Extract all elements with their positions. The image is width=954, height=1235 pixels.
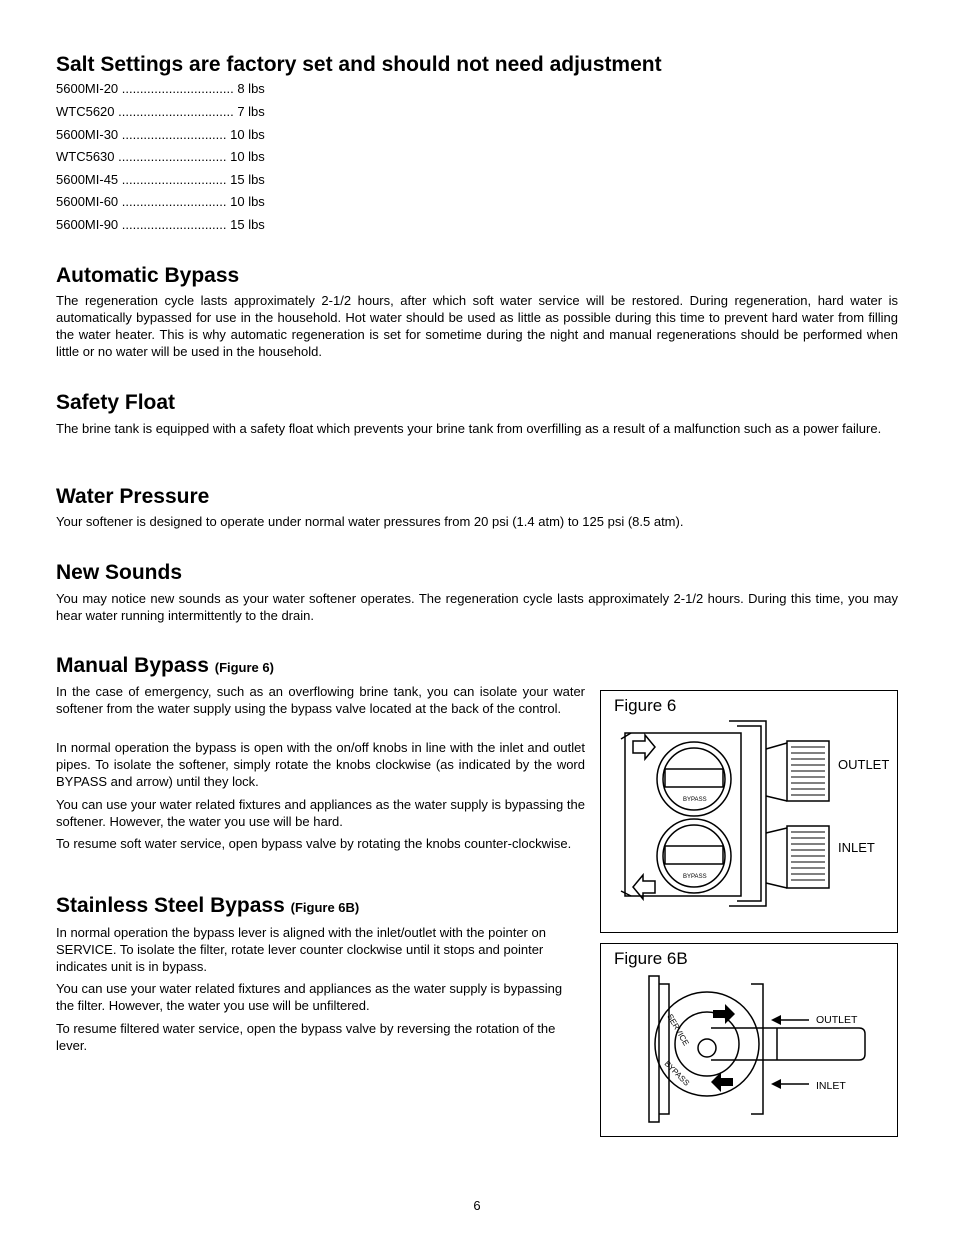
knob-bypass-text: BYPASS (683, 797, 707, 803)
water-pressure-heading: Water Pressure (56, 485, 210, 508)
automatic-bypass-heading: Automatic Bypass (56, 264, 240, 287)
figure-ref: (Figure 6) (214, 660, 274, 675)
stainless-bypass-para-2: You can use your water related fixtures and appliances as the water supply is bypassing the filter. However, the water you use will be unfiltered. (56, 981, 563, 1013)
salt-row: 5600MI-30 ............................. 10 lbs (56, 127, 265, 142)
safety-float-heading: Safety Float (56, 391, 176, 414)
salt-row: 5600MI-60 ............................. 10 lbs (56, 194, 265, 209)
figure-6 (600, 690, 898, 933)
stainless-bypass-heading (56, 894, 359, 918)
outlet-label: OUTLET (816, 1014, 858, 1026)
stainless-bypass-title: Stainless Steel Bypass (56, 894, 285, 917)
manual-bypass-para-4: To resume soft water service, open bypass valve by rotating the knobs counter-clockwise. (56, 836, 572, 851)
salt-row: 5600MI-90 ............................. 15 lbs (56, 217, 265, 232)
inlet-label: INLET (816, 1080, 846, 1092)
knob-bypass-text: BYPASS (683, 874, 707, 880)
bypass-valve-illustration (601, 691, 896, 931)
figure-ref: (Figure 6B) (290, 900, 360, 915)
stainless-bypass-illustration (601, 944, 896, 1134)
stainless-bypass-para-1: In normal operation the bypass lever is aligned with the inlet/outlet with the pointer on SERVICE. To isolate the filter, rotate lever counter clockwise until it stops and pointer indicates unit is in bypass. (56, 925, 546, 974)
manual-bypass-para-1: In the case of emergency, such as an overflowing brine tank, you can isolate your water softener from the water supply using the bypass valve located at the back of the control. (56, 684, 585, 716)
safety-float-body: The brine tank is equipped with a safety float which prevents your brine tank from overfilling as a result of a malfunction such as a power failure. (56, 421, 882, 436)
water-pressure-body: Your softener is designed to operate under normal water pressures from 20 psi (1.4 atm) to 125 psi (8.5 atm). (56, 514, 684, 529)
figure-6-title: Figure 6 (614, 696, 677, 715)
automatic-bypass-body: The regeneration cycle lasts approximately 2-1/2 hours, after which soft water service will be restored. During regeneration, hard water is automatically bypassed for use in the household. Hot water should be used as little as possible during this time to prevent hard water from filling the water heater. This is why automatic regeneration is set for sometime during the night and manual regenerations should be performed when little or no water will be used in the household. (56, 293, 898, 359)
manual-bypass-title: Manual Bypass (56, 654, 209, 677)
salt-row: 5600MI-20 ............................... 8 lbs (56, 81, 265, 96)
salt-row: WTC5620 ................................ 7 lbs (56, 104, 265, 119)
figure-6b (600, 943, 898, 1137)
salt-row: WTC5630 .............................. 10 lbs (56, 149, 265, 164)
salt-row: 5600MI-45 ............................. 15 lbs (56, 172, 265, 187)
bypass-marking: BYPASS (662, 1059, 692, 1088)
new-sounds-heading: New Sounds (56, 561, 183, 584)
manual-bypass-para-2: In normal operation the bypass is open with the on/off knobs in line with the inlet and outlet pipes. To isolate the softener, simply rotate the knobs clockwise (as indicated by the word BYPASS and arrow) until they lock. (56, 740, 585, 789)
service-marking: SERVICE (665, 1012, 691, 1048)
manual-bypass-heading (56, 654, 274, 678)
salt-settings-heading: Salt Settings are factory set and should not need adjustment (56, 53, 662, 76)
inlet-label: INLET (838, 840, 875, 855)
outlet-label: OUTLET (838, 757, 890, 772)
stainless-bypass-para-3: To resume filtered water service, open the bypass valve by reversing the rotation of the lever. (56, 1021, 556, 1053)
page-number: 6 (473, 1198, 481, 1213)
figure-6b-title: Figure 6B (614, 949, 688, 968)
manual-bypass-para-3: You can use your water related fixtures and appliances as the water supply is bypassing the softener. However, the water you use will be hard. (56, 797, 585, 829)
new-sounds-body: You may notice new sounds as your water softener operates. The regeneration cycle lasts approximately 2-1/2 hours. During this time, you may hear water running intermittently to the drain. (56, 591, 898, 623)
